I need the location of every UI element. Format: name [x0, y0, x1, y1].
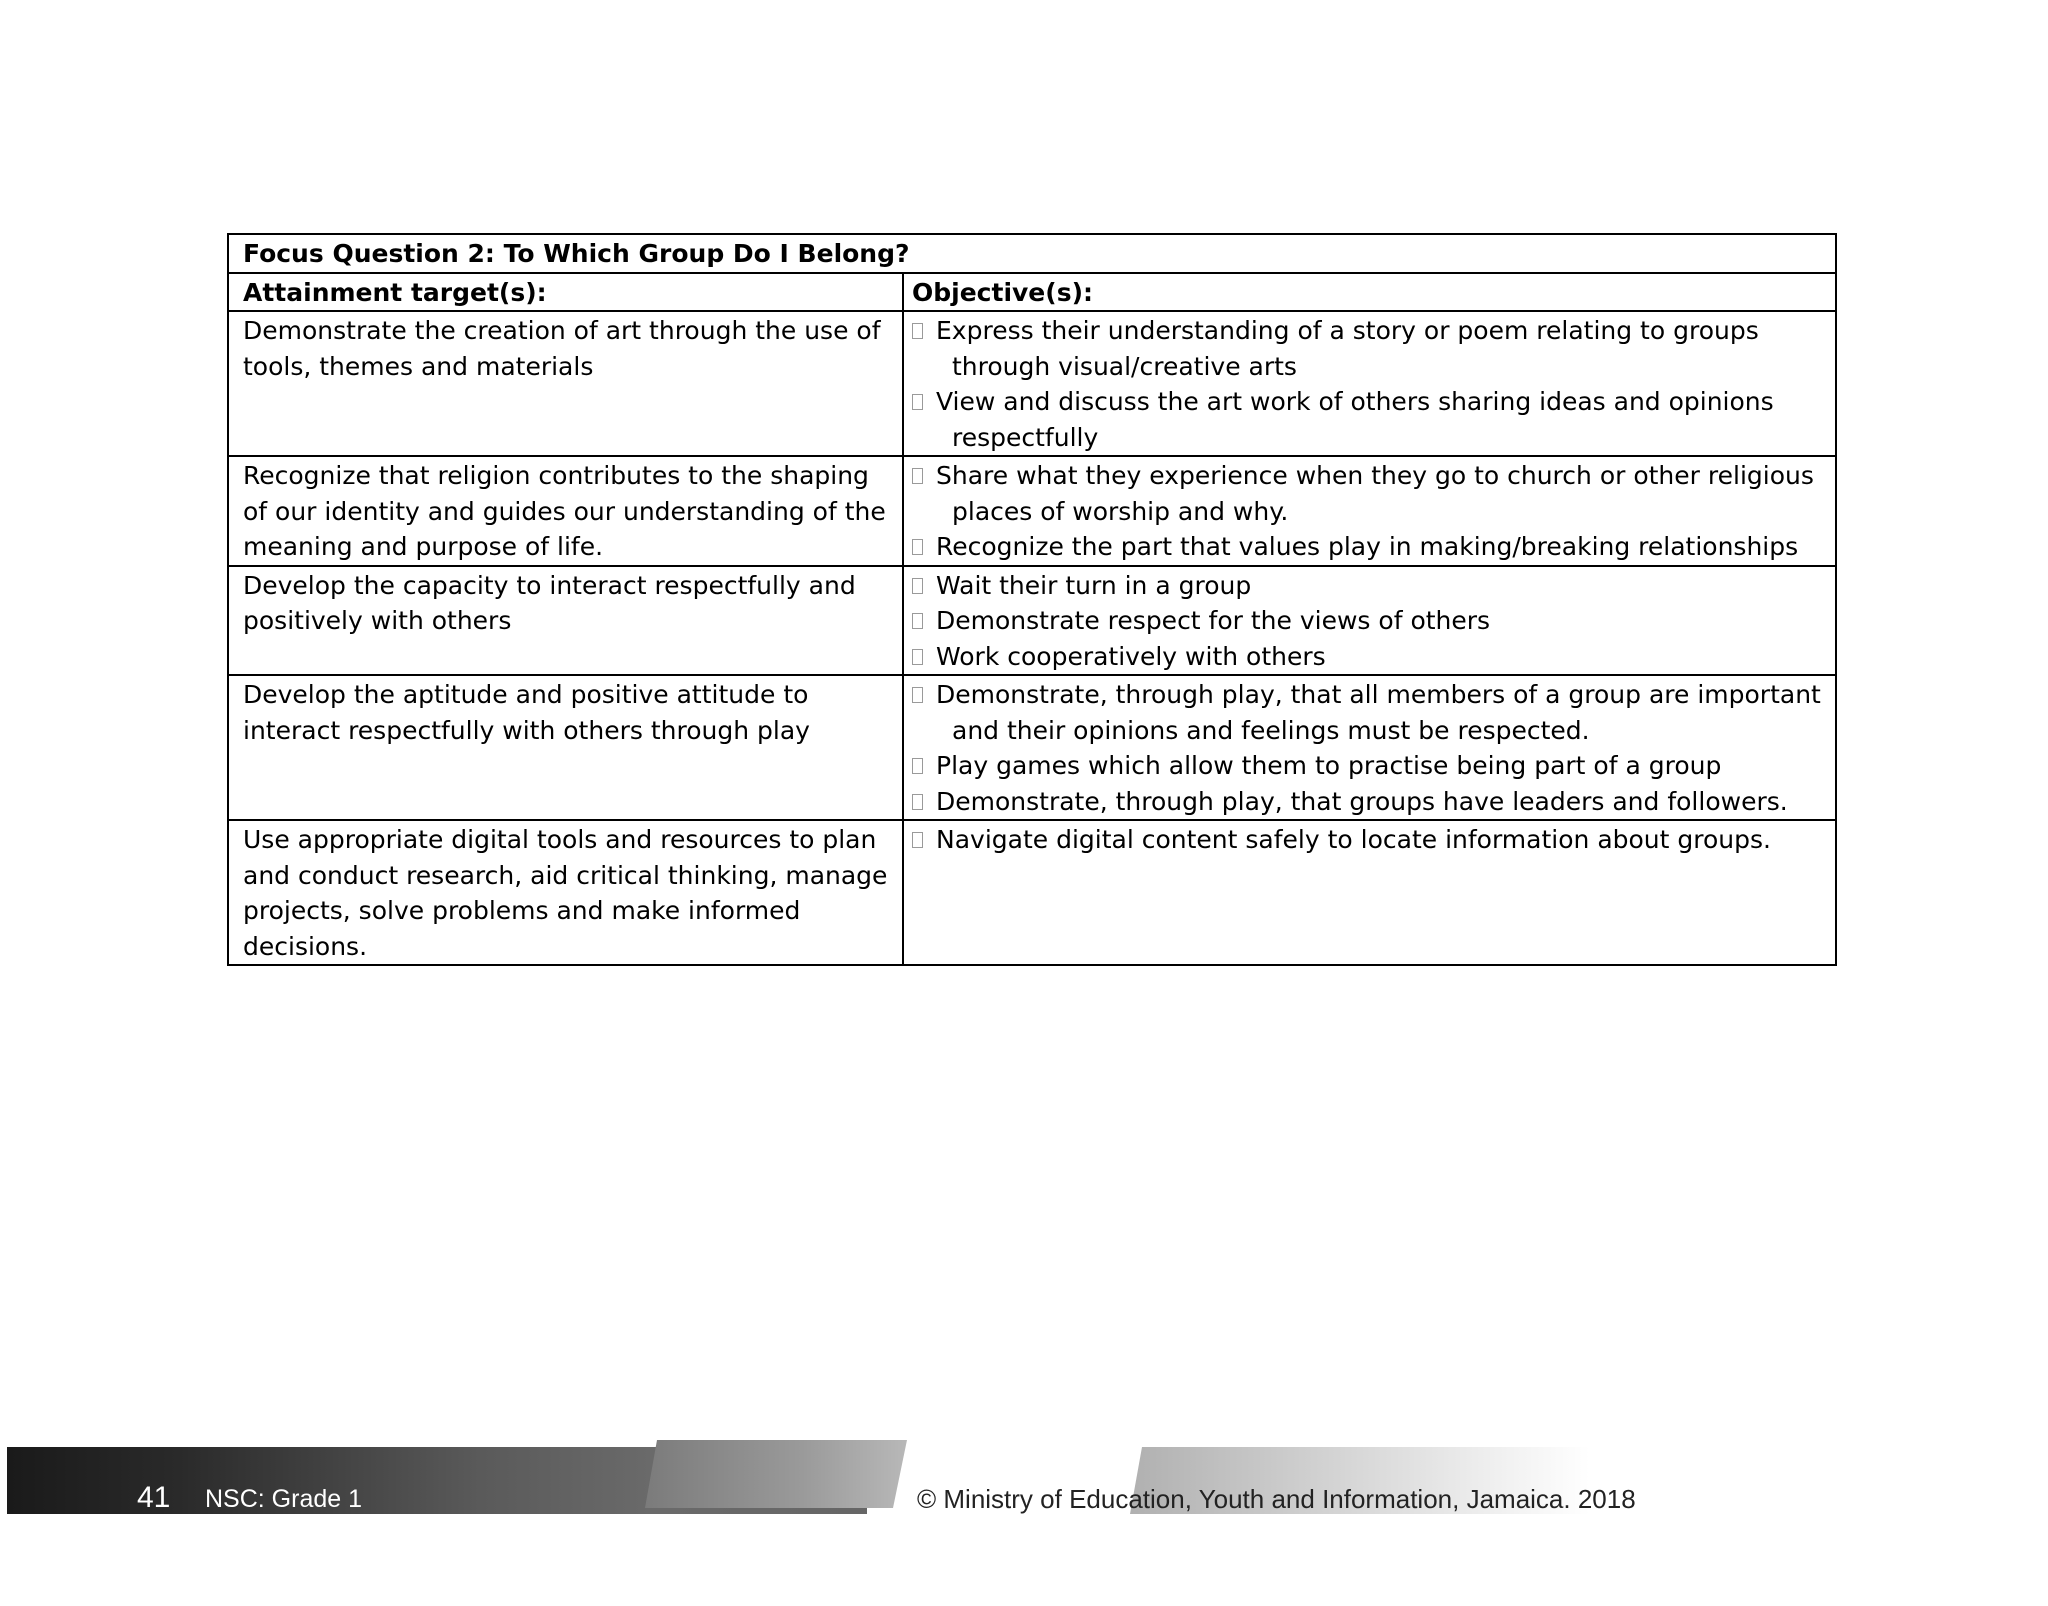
list-item: [912, 529, 1821, 565]
objectives-cell: [903, 311, 1836, 456]
objective-continuation: through visual/creative arts: [952, 351, 1297, 381]
objective-line: Demonstrate, through play, that all members of a group are important: [936, 680, 1821, 709]
objective-text: [936, 677, 1821, 748]
objective-line: Navigate digital content safely to locate information about groups.: [936, 825, 1771, 854]
list-item: [912, 677, 1821, 748]
checkbox-bullet-icon: [912, 394, 923, 410]
table-row: [228, 566, 1836, 676]
objective-continuation: respectfully: [952, 422, 1099, 452]
attainment-target-cell: Develop the capacity to interact respectfully and positively with others: [228, 566, 903, 676]
list-item: [912, 384, 1821, 455]
objective-line: Wait their turn in a group: [936, 570, 1252, 600]
checkbox-bullet-icon: [912, 758, 923, 774]
checkbox-bullet-icon: [912, 687, 923, 703]
objectives-list: [912, 568, 1821, 675]
objectives-list: [912, 313, 1821, 455]
objectives-table: [227, 233, 1837, 966]
footer-accent-shape: [645, 1440, 907, 1508]
objective-text: [936, 639, 1821, 675]
objectives-list: [912, 822, 1821, 858]
objectives-list: [912, 677, 1821, 819]
checkbox-bullet-icon: [912, 468, 923, 484]
objective-line: Share what they experience when they go to church or other religious: [936, 461, 1814, 490]
objectives-cell: [903, 566, 1836, 676]
header-attainment-targets: Attainment target(s):: [228, 273, 903, 312]
objective-text: [936, 603, 1821, 639]
objective-text: [936, 384, 1821, 455]
list-item: [912, 568, 1821, 604]
table-row: [228, 675, 1836, 820]
list-item: [912, 313, 1821, 384]
page-number: 41: [137, 1481, 171, 1514]
attainment-target-cell: Use appropriate digital tools and resources to plan and conduct research, aid critical thinking, manage projects, solve problems and make informed decisions.: [228, 820, 903, 965]
objective-text: [936, 529, 1821, 565]
objectives-cell: [903, 820, 1836, 965]
table-row: [228, 456, 1836, 566]
objective-continuation: places of worship and why.: [952, 496, 1289, 526]
checkbox-bullet-icon: [912, 794, 923, 810]
list-item: [912, 458, 1821, 529]
objectives-cell: [903, 456, 1836, 566]
objective-text: [936, 784, 1821, 820]
objective-text: [936, 568, 1821, 604]
objective-line: Demonstrate respect for the views of others: [936, 606, 1491, 635]
objective-line: Express their understanding of a story or poem relating to groups: [936, 316, 1759, 345]
objective-line: Work cooperatively with others: [936, 641, 1326, 671]
checkbox-bullet-icon: [912, 323, 923, 339]
objectives-list: [912, 458, 1821, 565]
checkbox-bullet-icon: [912, 649, 923, 665]
checkbox-bullet-icon: [912, 832, 923, 848]
checkbox-bullet-icon: [912, 578, 923, 594]
checkbox-bullet-icon: [912, 539, 923, 555]
list-item: [912, 639, 1821, 675]
objective-line: View and discuss the art work of others sharing ideas and opinions: [936, 387, 1774, 416]
attainment-target-cell: Develop the aptitude and positive attitude to interact respectfully with others through play: [228, 675, 903, 820]
copyright-notice: © Ministry of Education, Youth and Information, Jamaica. 2018: [917, 1484, 1636, 1514]
objective-text: [936, 748, 1821, 784]
table-header-row: [228, 273, 1836, 312]
objective-line: Demonstrate, through play, that groups have leaders and followers.: [936, 786, 1788, 816]
objective-text: [936, 458, 1821, 529]
objective-text: [936, 313, 1821, 384]
checkbox-bullet-icon: [912, 613, 923, 629]
attainment-target-cell: Demonstrate the creation of art through the use of tools, themes and materials: [228, 311, 903, 456]
attainment-target-cell: Recognize that religion contributes to the shaping of our identity and guides our understanding of the meaning and purpose of life.: [228, 456, 903, 566]
objective-line: Play games which allow them to practise being part of a group: [936, 751, 1722, 780]
list-item: [912, 748, 1821, 784]
grade-label: NSC: Grade 1: [205, 1485, 363, 1513]
objective-text: [936, 822, 1821, 858]
page-footer: [0, 1440, 2048, 1520]
list-item: [912, 822, 1821, 858]
table-row: [228, 820, 1836, 965]
header-objectives: Objective(s):: [903, 273, 1836, 312]
list-item: [912, 784, 1821, 820]
objective-continuation: and their opinions and feelings must be respected.: [952, 715, 1590, 745]
objective-line: Recognize the part that values play in making/breaking relationships: [936, 532, 1799, 561]
list-item: [912, 603, 1821, 639]
table-row: [228, 311, 1836, 456]
table-body: [228, 311, 1836, 965]
objectives-cell: [903, 675, 1836, 820]
focus-question-title: Focus Question 2: To Which Group Do I Belong?: [228, 234, 1836, 273]
table-title-row: [228, 234, 1836, 273]
